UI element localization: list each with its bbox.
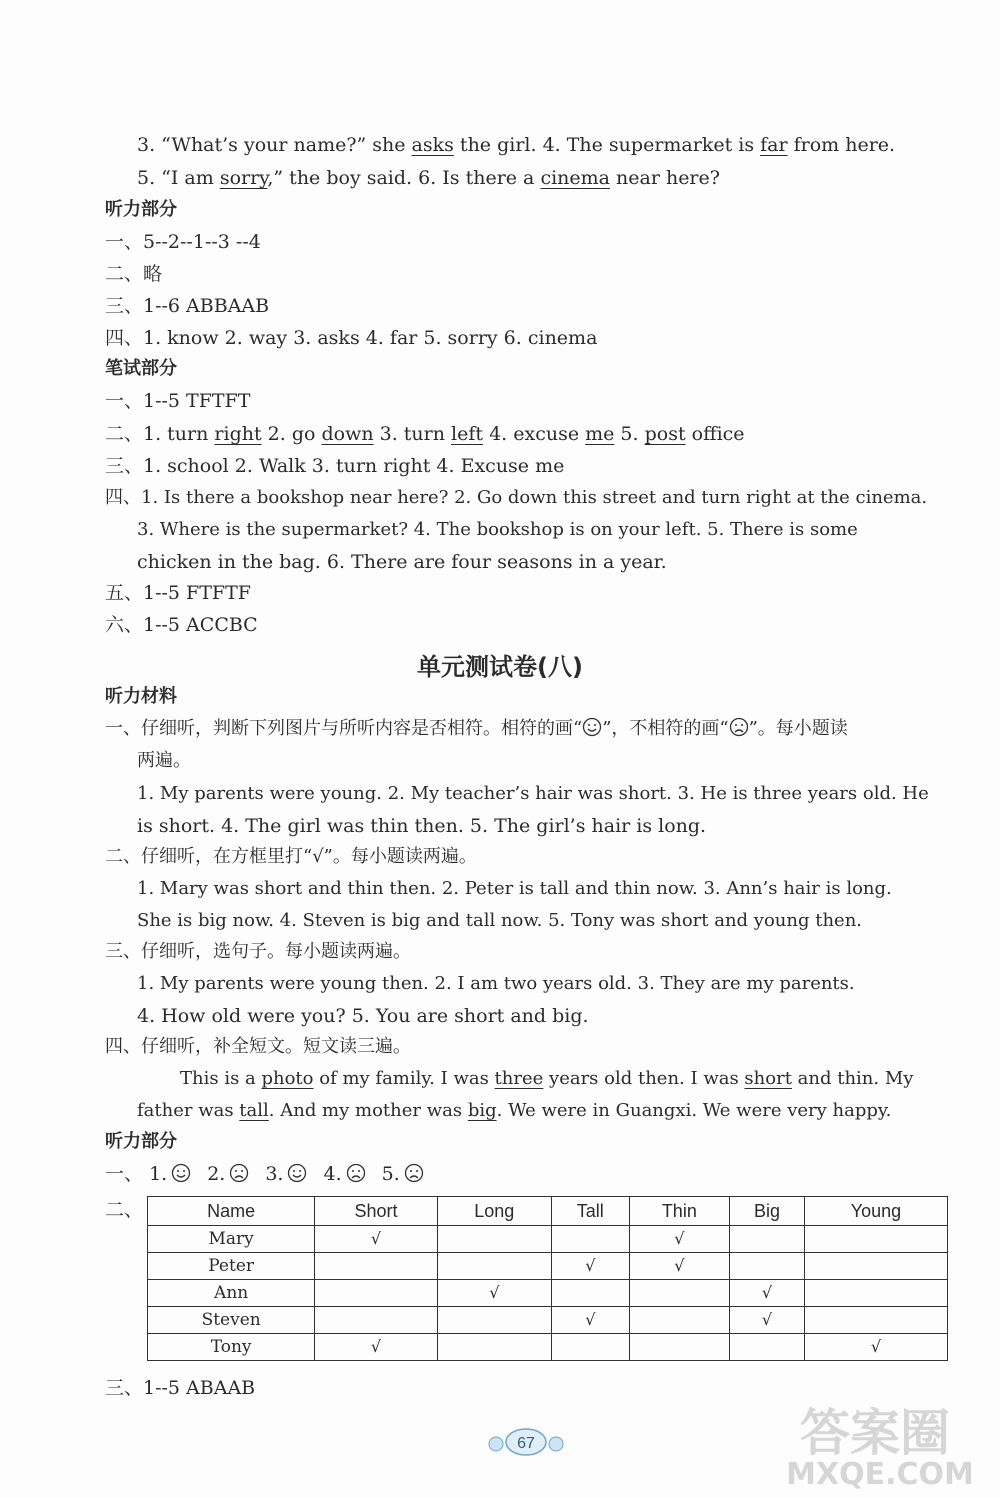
empty-cell	[629, 1280, 729, 1307]
filled-blank: big	[467, 1100, 497, 1121]
question-line: 两遍。	[137, 750, 191, 771]
page-number: 67	[517, 1435, 535, 1452]
question-line: 三、仔细听，选句子。每小题读两遍。	[105, 941, 411, 962]
empty-cell	[629, 1334, 729, 1361]
empty-cell	[315, 1307, 437, 1334]
answer-table	[147, 1196, 948, 1361]
checked-cell	[805, 1334, 948, 1361]
checked-cell	[551, 1253, 629, 1280]
empty-cell	[437, 1226, 551, 1253]
checked-cell	[437, 1280, 551, 1307]
unit-title: 单元测试卷(八)	[417, 653, 583, 681]
filled-blank: sorry	[219, 167, 268, 189]
empty-cell	[729, 1253, 804, 1280]
empty-cell	[805, 1280, 948, 1307]
table-header-cell: Tall	[551, 1197, 629, 1226]
table-row	[148, 1334, 948, 1361]
student-name-cell: Ann	[148, 1280, 315, 1307]
empty-cell	[551, 1280, 629, 1307]
material-line: is short. 4. The girl was thin then. 5. The girl’s hair is long.	[137, 815, 707, 837]
check-mark-icon: √	[370, 1229, 382, 1248]
table-header-cell: Name	[148, 1197, 315, 1226]
checked-cell	[315, 1226, 437, 1253]
checked-cell	[551, 1307, 629, 1334]
answer-line: 四、1. know 2. way 3. asks 4. far 5. sorry 6. cinema	[105, 327, 598, 349]
answer-line: 3. Where is the supermarket? 4. The bookshop is on your left. 5. There is some	[137, 519, 858, 540]
material-line: 1. My parents were young then. 2. I am two years old. 3. They are my parents.	[137, 973, 855, 994]
filled-blank: far	[760, 134, 788, 156]
sad-face-icon	[229, 1163, 249, 1183]
table-prefix: 二、	[105, 1199, 144, 1221]
empty-cell	[437, 1307, 551, 1334]
checked-cell	[729, 1280, 804, 1307]
table-row	[148, 1253, 948, 1280]
face-item-label: 2.	[207, 1163, 226, 1185]
filled-blank: short	[744, 1068, 792, 1089]
empty-cell	[729, 1226, 804, 1253]
table-header-cell: Short	[315, 1197, 437, 1226]
table-header-cell: Long	[437, 1197, 551, 1226]
student-name-cell: Mary	[148, 1226, 315, 1253]
check-mark-icon: √	[674, 1256, 685, 1275]
filled-blank: down	[321, 423, 374, 445]
empty-cell	[437, 1253, 551, 1280]
answer-line: 三、1. school 2. Walk 3. turn right 4. Excuse me	[105, 455, 565, 477]
face-item-label: 5.	[381, 1163, 400, 1185]
check-mark-icon: √	[761, 1283, 773, 1302]
answer-line: 六、1--5 ACCBC	[105, 614, 258, 636]
check-mark-icon: √	[585, 1310, 596, 1329]
material-line: She is big now. 4. Steven is big and tall now. 5. Tony was short and young then.	[137, 910, 863, 931]
material-line: 1. My parents were young. 2. My teacher’s hair was short. 3. He is three years old. He	[137, 783, 929, 804]
sad-face-icon	[729, 717, 749, 737]
answer-line: 二、1. turn right 2. go down 3. turn left 4. excuse me 5. post office	[105, 423, 745, 445]
filled-blank: tall	[239, 1100, 269, 1121]
section-heading: 听力材料	[105, 686, 177, 707]
answer-line: 三、1--5 ABAAB	[105, 1377, 256, 1399]
empty-cell	[729, 1334, 804, 1361]
filled-blank: three	[494, 1068, 544, 1089]
table-row	[148, 1307, 948, 1334]
filled-blank: cinema	[540, 167, 610, 189]
question-line: 四、仔细听，补全短文。短文读三遍。	[105, 1036, 411, 1057]
smiley-face-icon	[287, 1163, 307, 1183]
filled-blank: left	[451, 423, 484, 445]
student-name-cell: Peter	[148, 1253, 315, 1280]
check-mark-icon: √	[370, 1337, 382, 1356]
answer-line: 四、1. Is there a bookshop near here? 2. Go down this street and turn right at the cinema.	[105, 487, 928, 508]
smiley-face-icon	[171, 1163, 191, 1183]
checked-cell	[629, 1253, 729, 1280]
question-line: 二、仔细听，在方框里打“√”。每小题读两遍。	[105, 846, 477, 867]
sad-face-icon	[404, 1163, 424, 1183]
material-line: father was tall. And my mother was big. We were in Guangxi. We were very happy.	[137, 1100, 892, 1121]
table-header-cell: Thin	[629, 1197, 729, 1226]
check-mark-icon: √	[674, 1229, 685, 1248]
answer-line: 一、1--5 TFTFT	[105, 390, 251, 412]
filled-blank: photo	[261, 1068, 314, 1089]
watermark-logo	[770, 1400, 992, 1490]
page-number-badge	[486, 1424, 566, 1460]
empty-cell	[551, 1226, 629, 1253]
check-mark-icon: √	[585, 1256, 596, 1275]
answer-line: 5. “I am sorry,” the boy said. 6. Is there a cinema near here?	[137, 167, 720, 189]
section-heading: 笔试部分	[105, 358, 177, 379]
table-row	[148, 1226, 948, 1253]
section-heading: 听力部分	[105, 1131, 177, 1152]
student-name-cell: Steven	[148, 1307, 315, 1334]
empty-cell	[629, 1307, 729, 1334]
check-mark-icon: √	[761, 1310, 773, 1329]
empty-cell	[805, 1226, 948, 1253]
table-header-cell: Big	[729, 1197, 804, 1226]
material-line: 1. Mary was short and thin then. 2. Peter is tall and thin now. 3. Ann’s hair is long.	[137, 878, 892, 899]
filled-blank: right	[214, 423, 262, 445]
checked-cell	[629, 1226, 729, 1253]
material-line: This is a photo of my family. I was three years old then. I was short and thin. My	[180, 1068, 914, 1089]
empty-cell	[805, 1253, 948, 1280]
section-heading: 听力部分	[105, 199, 177, 220]
filled-blank: asks	[411, 134, 454, 156]
check-mark-icon: √	[489, 1283, 500, 1302]
checked-cell	[315, 1334, 437, 1361]
filled-blank: post	[644, 423, 686, 445]
smiley-face-icon	[582, 717, 602, 737]
face-item-label: 3.	[265, 1163, 284, 1185]
check-mark-icon: √	[870, 1337, 882, 1356]
material-line: 4. How old were you? 5. You are short and big.	[137, 1005, 589, 1027]
sad-face-icon	[346, 1163, 366, 1183]
face-item-label: 1.	[149, 1163, 168, 1185]
table-header-row	[148, 1197, 948, 1226]
empty-cell	[437, 1334, 551, 1361]
empty-cell	[315, 1253, 437, 1280]
table-body	[148, 1226, 948, 1361]
empty-cell	[551, 1334, 629, 1361]
question-line: 一、仔细听，判断下列图片与所听内容是否相符。相符的画“ ”，不相符的画“ ”。每小题读	[105, 718, 848, 739]
faces-answer-row: 一、 1. 2. 3. 4. 5.	[105, 1162, 424, 1186]
answer-line: 五、1--5 FTFTF	[105, 582, 251, 604]
answer-line: 一、5--2--1--3 --4	[105, 231, 261, 253]
answer-line: 三、1--6 ABBAAB	[105, 295, 270, 317]
answer-line: 3. “What’s your name?” she asks the girl. 4. The supermarket is far from here.	[137, 134, 896, 156]
svg-text:MXQE.COM: MXQE.COM	[786, 1457, 974, 1490]
filled-blank: me	[585, 423, 615, 445]
student-name-cell: Tony	[148, 1334, 315, 1361]
face-item-label: 4.	[323, 1163, 342, 1185]
answer-line: 二、略	[105, 263, 163, 285]
table-header-cell: Young	[805, 1197, 948, 1226]
answer-line: chicken in the bag. 6. There are four seasons in a year.	[137, 551, 667, 573]
table-row	[148, 1280, 948, 1307]
empty-cell	[805, 1307, 948, 1334]
svg-text:答案圈: 答案圈	[800, 1404, 950, 1462]
empty-cell	[315, 1280, 437, 1307]
checked-cell	[729, 1307, 804, 1334]
